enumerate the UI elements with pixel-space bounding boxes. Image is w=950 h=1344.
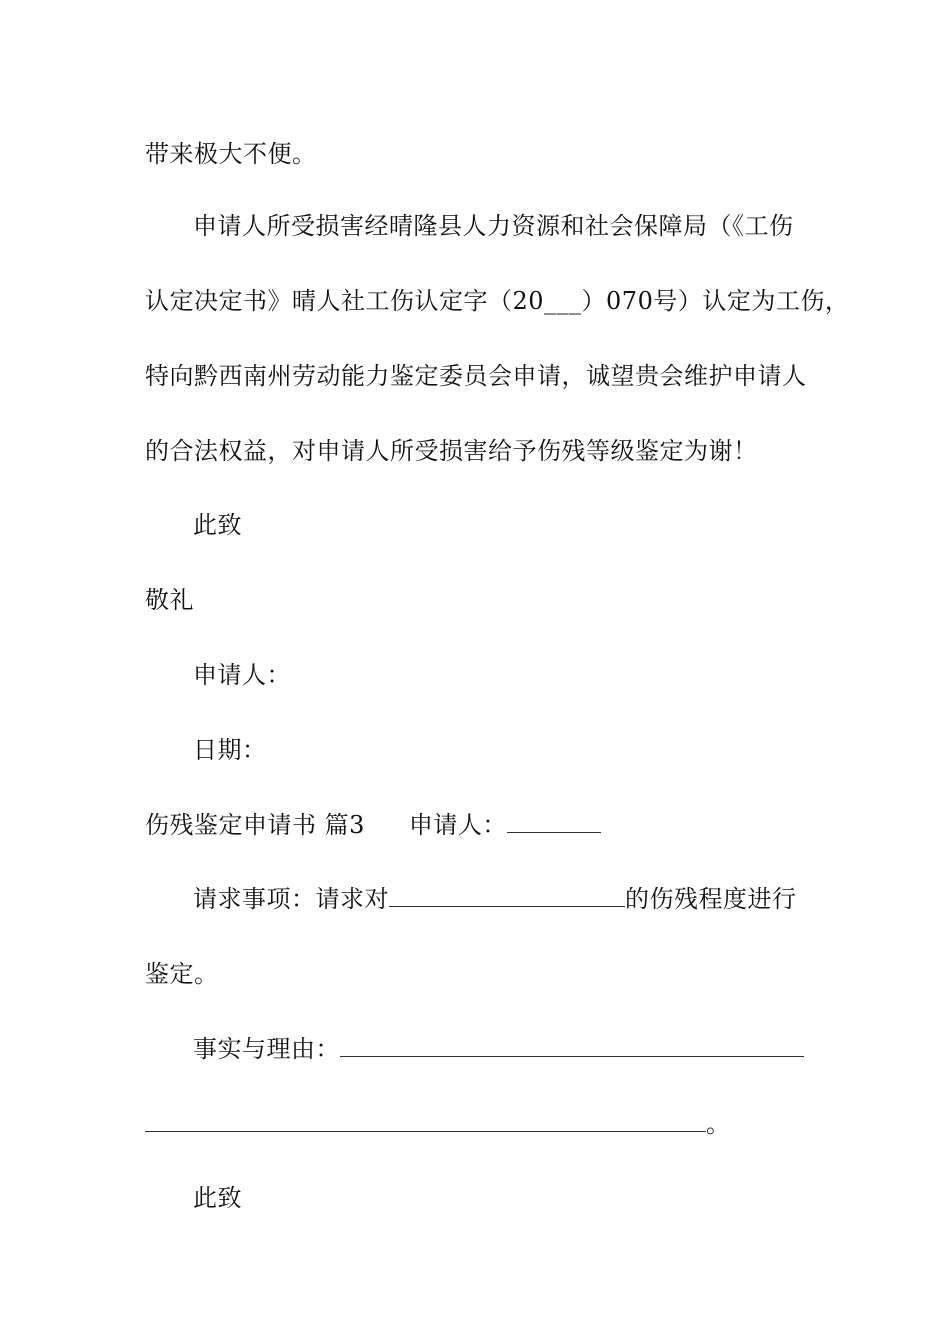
paragraph-line: 带来极大不便。 — [145, 140, 317, 168]
request-blank — [389, 884, 625, 907]
section-title: 伤残鉴定申请书 篇3 — [145, 811, 365, 839]
date-line: 日期： — [193, 736, 267, 764]
request-end-line: 鉴定。 — [145, 960, 219, 988]
closing-line-2: 此致 — [193, 1184, 242, 1212]
applicant-line: 申请人： — [193, 661, 291, 689]
closing-line: 此致 — [193, 511, 242, 539]
paragraph-line: 的合法权益，对申请人所受损害给予伤残等级鉴定为谢！ — [145, 437, 758, 465]
section-applicant-label: 申请人： — [408, 811, 507, 839]
request-line — [193, 884, 797, 914]
facts-blank — [340, 1034, 804, 1057]
facts-blank-2 — [145, 1109, 706, 1132]
facts-end: 。 — [706, 1110, 731, 1138]
request-label: 请求事项：请求对 — [193, 885, 389, 913]
facts-label: 事实与理由： — [193, 1035, 340, 1063]
paragraph-line: 申请人所受损害经晴隆县人力资源和社会保障局（《工伤 — [193, 212, 794, 240]
facts-line — [193, 1034, 804, 1064]
paragraph-line: 认定决定书》晴人社工伤认定字（20___）070号）认定为工伤， — [145, 287, 850, 315]
facts-continuation-line — [145, 1109, 731, 1139]
request-suffix: 的伤残程度进行 — [625, 885, 797, 913]
section-heading-line — [145, 810, 601, 840]
paragraph-line: 特向黔西南州劳动能力鉴定委员会申请，诚望贵会维护申请人 — [145, 362, 807, 390]
salutation-line: 敬礼 — [145, 586, 194, 614]
applicant-blank — [507, 810, 601, 833]
